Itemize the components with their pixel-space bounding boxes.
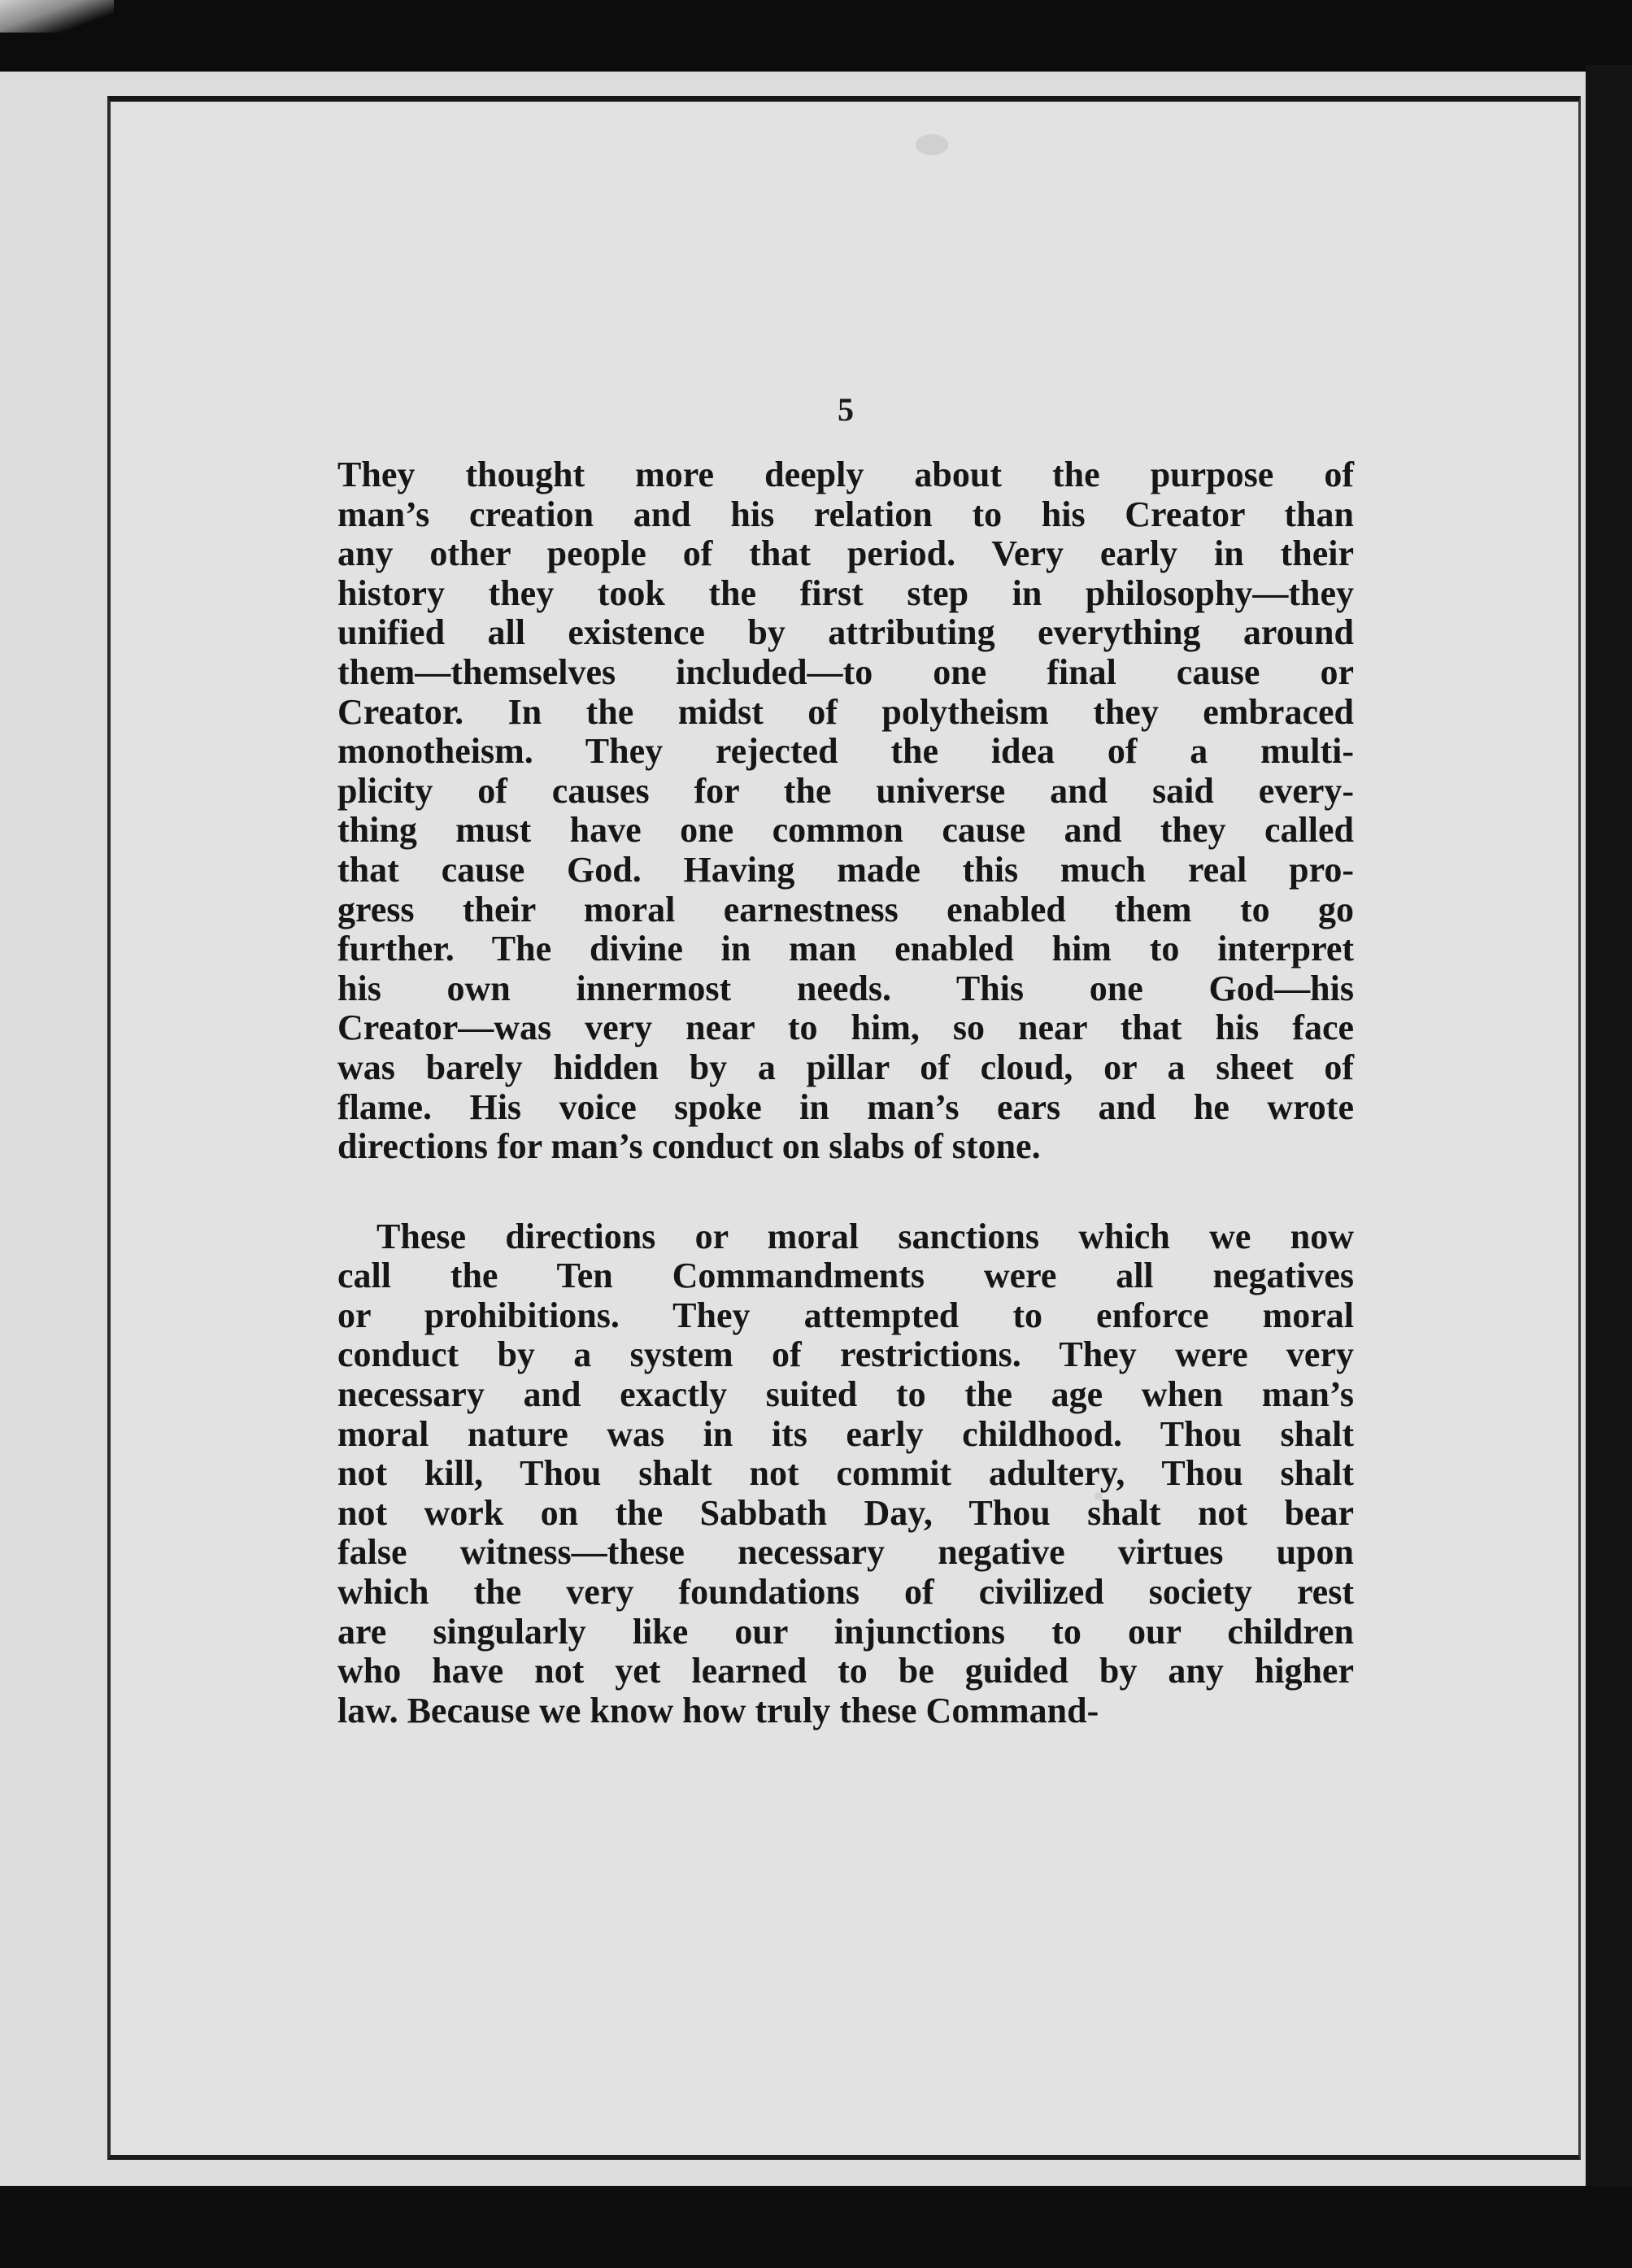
paragraph (337, 1217, 1354, 1731)
scan-top-border (0, 0, 1632, 72)
text-line: They thought more deeply about the purpose of (337, 455, 1354, 494)
text-line: gress their moral earnestness enabled them to go (337, 889, 1354, 929)
text-line: or prohibitions. They attempted to enforce moral (337, 1295, 1354, 1335)
text-line: false witness—these necessary negative virtues upon (337, 1532, 1354, 1573)
text-line: moral nature was in its early childhood. Thou shalt (337, 1413, 1354, 1454)
paragraph-gap (337, 1167, 1354, 1217)
text-line: monotheism. They rejected the idea of a multi- (337, 731, 1354, 772)
text-line: them—themselves included—to one final cause or (337, 651, 1354, 692)
text-line: was barely hidden by a pillar of cloud, or a sheet of (337, 1047, 1354, 1087)
body-text (337, 455, 1354, 1730)
text-line: that cause God. Having made this much real pro- (337, 849, 1354, 890)
text-line: plicity of causes for the universe and said every- (337, 770, 1354, 811)
text-line: law. Because we know how truly these Command- (337, 1690, 1099, 1730)
text-line: unified all existence by attributing everything around (337, 612, 1354, 653)
text-line: who have not yet learned to be guided by any higher (337, 1651, 1354, 1691)
text-line: thing must have one common cause and they called (337, 810, 1354, 851)
scan-corner-glare (0, 0, 114, 33)
text-line: flame. His voice spoke in man’s ears and he wrote (337, 1086, 1354, 1127)
text-line: Creator—was very near to him, so near that his face (337, 1008, 1354, 1048)
text-line: are singularly like our injunctions to our children (337, 1611, 1354, 1652)
text-line: conduct by a system of restrictions. They were very (337, 1334, 1354, 1375)
text-line: necessary and exactly suited to the age when man’s (337, 1374, 1354, 1415)
text-line: further. The divine in man enabled him to interpret (337, 929, 1354, 969)
text-line: directions for man’s conduct on slabs of stone. (337, 1126, 1041, 1167)
text-line: history they took the first step in philosophy—they (337, 572, 1354, 613)
text-line: any other people of that period. Very early in their (337, 533, 1354, 574)
text-line: which the very foundations of civilized society rest (337, 1572, 1354, 1613)
text-line: his own innermost needs. This one God—his (337, 968, 1354, 1008)
paragraph (337, 455, 1354, 1167)
scan-bottom-border (0, 2186, 1632, 2268)
text-line: Creator. In the midst of polytheism they embraced (337, 691, 1354, 732)
text-line: These directions or moral sanctions which we now (376, 1216, 1354, 1256)
text-line: not work on the Sabbath Day, Thou shalt not bear (337, 1492, 1354, 1533)
book-spine-edge (1586, 65, 1632, 2196)
page-number: 5 (838, 391, 854, 428)
text-line: man’s creation and his relation to his Creator than (337, 494, 1354, 534)
paper-smudge (916, 134, 948, 155)
text-line: not kill, Thou shalt not commit adultery, Thou shalt (337, 1453, 1354, 1494)
text-line: call the Ten Commandments were all negatives (337, 1256, 1354, 1296)
